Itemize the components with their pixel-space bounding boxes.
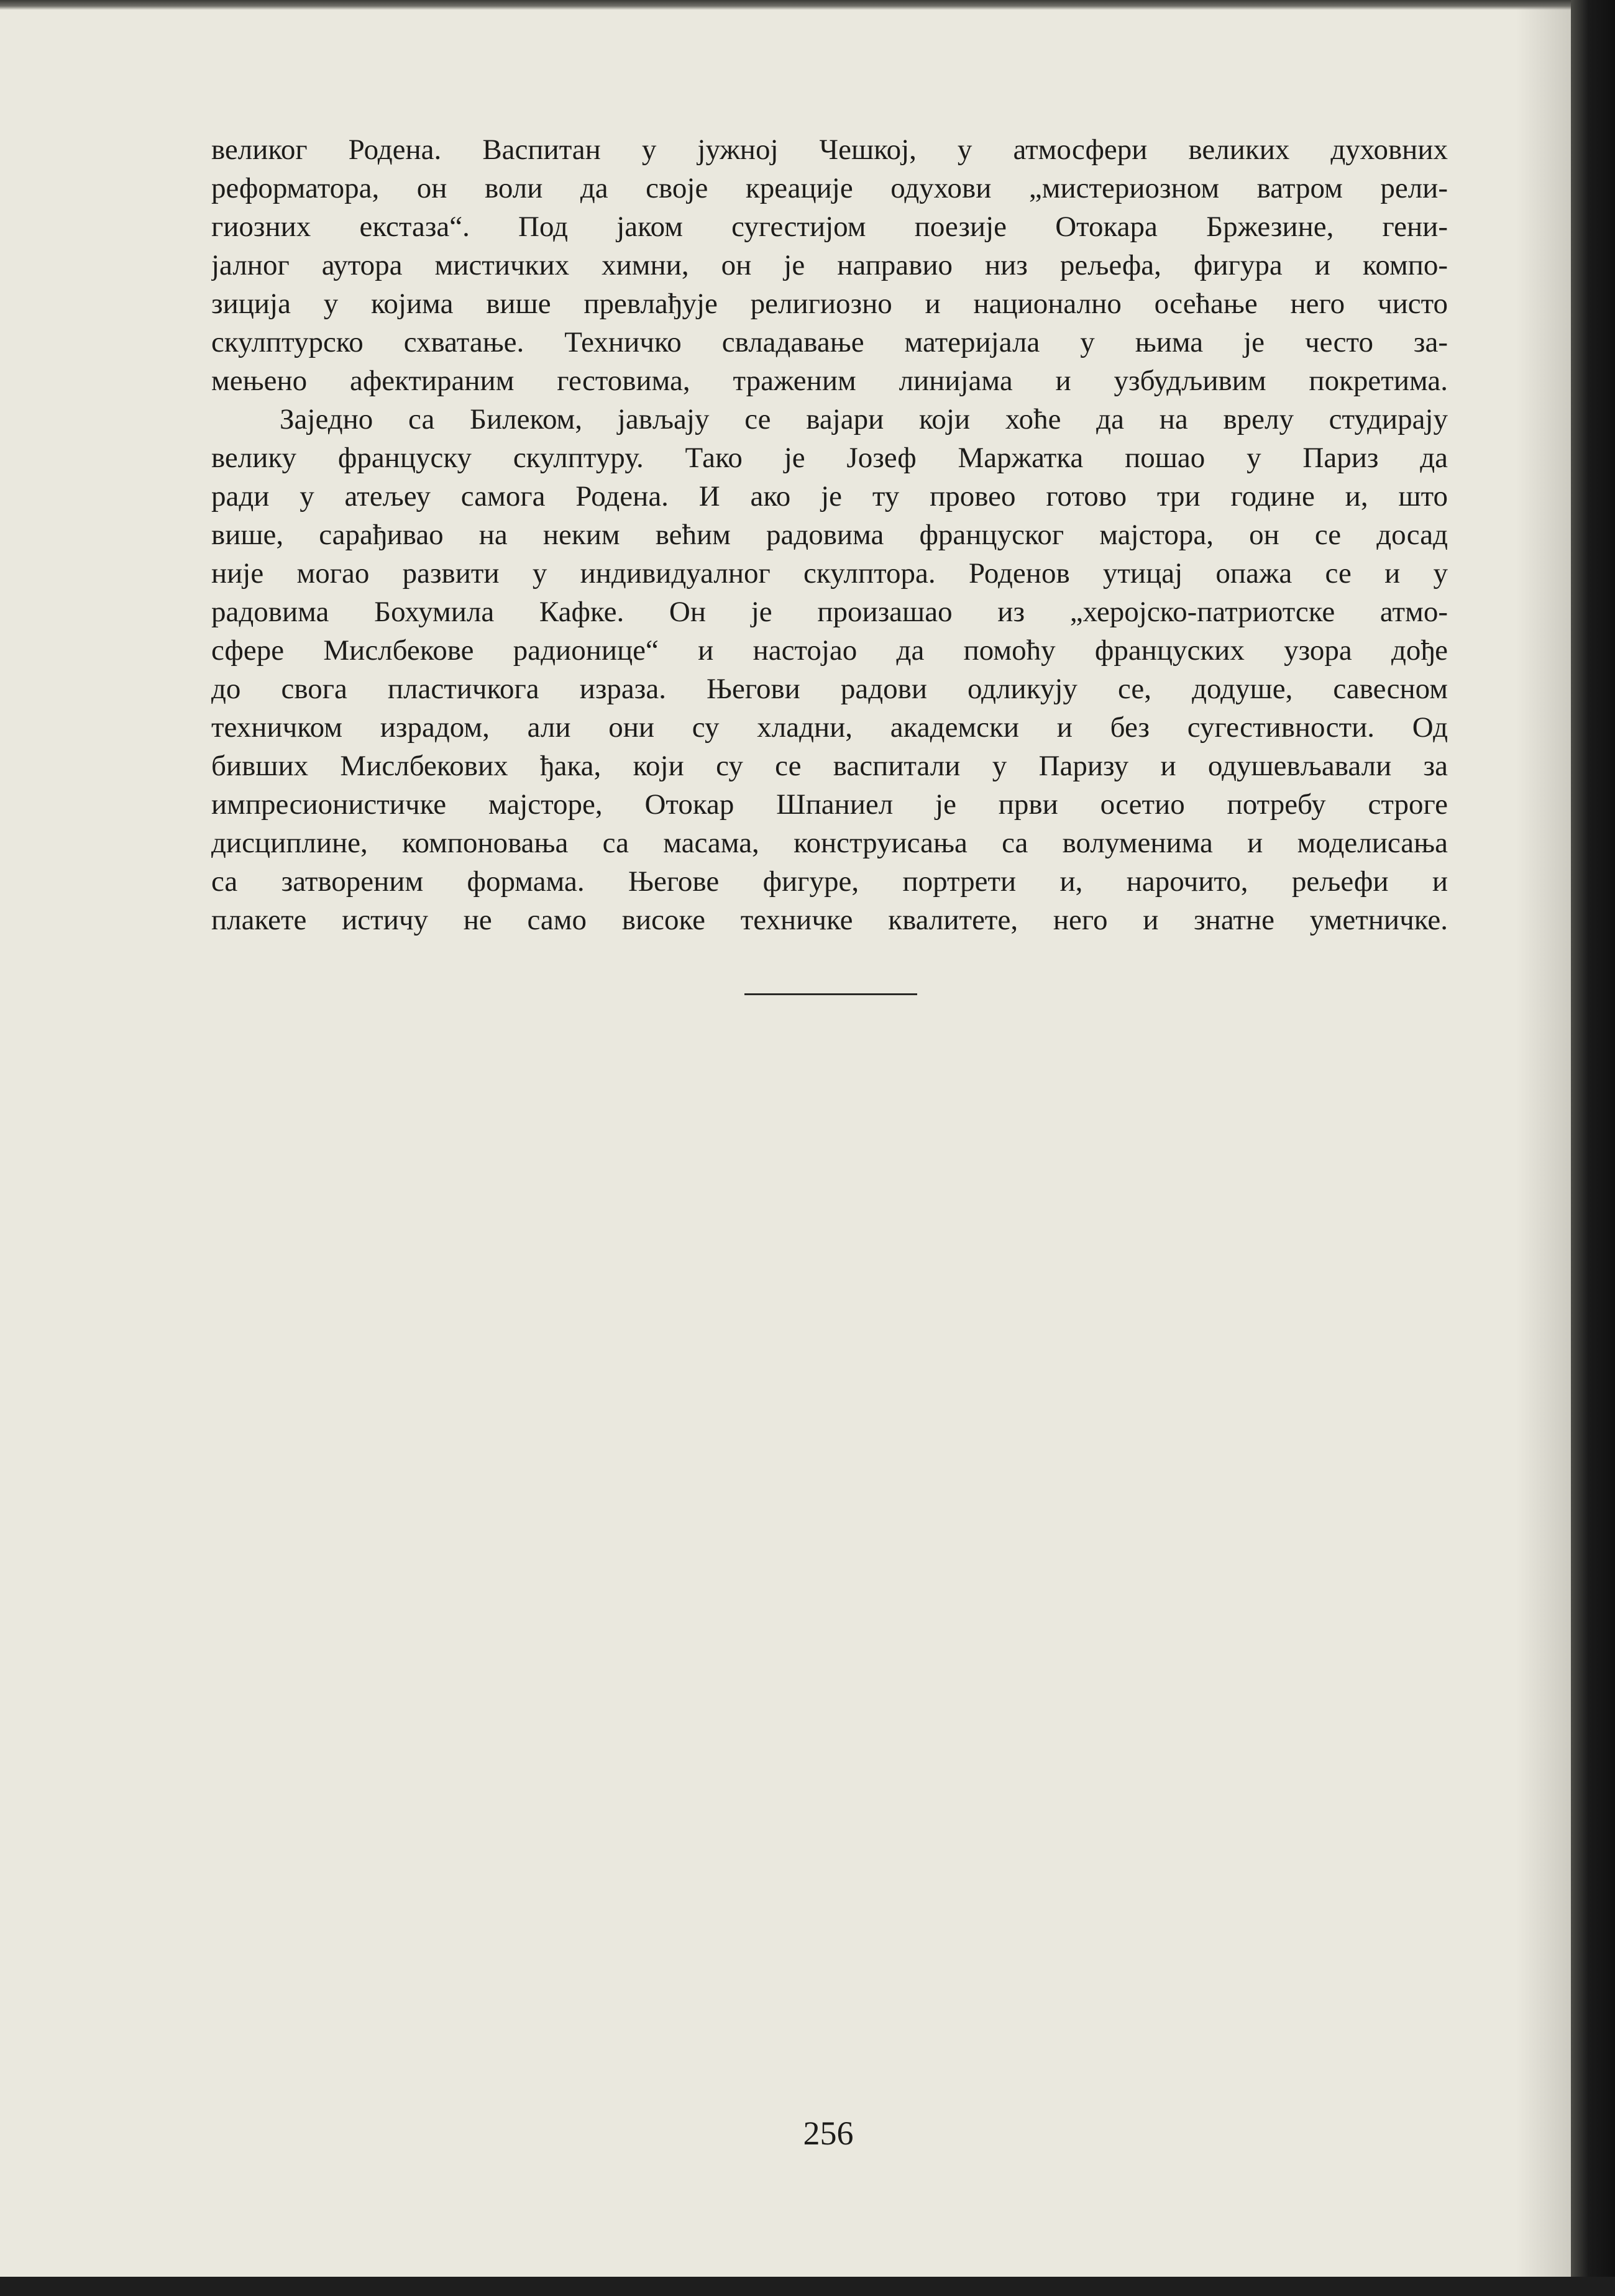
- text-line: бивших Мислбекових ђака, који су се васпитали у Паризу и одушевљавали за: [211, 750, 1448, 782]
- text-line: плакете истичу не само високе техничке квалитете, него и знатне уметничке.: [211, 904, 1448, 936]
- text-line: са затвореним формама. Његове фигуре, портрети и, нарочито, рељефи и: [211, 865, 1448, 898]
- text-line: импресионистичке мајсторе, Отокар Шпаниел је први осетио потребу строге: [211, 788, 1448, 821]
- text-line: радовима Бохумила Кафке. Он је произашао из „херојско-патриотске атмо-: [211, 596, 1448, 628]
- page-top-edge: [0, 0, 1615, 10]
- text-line: зиција у којима више превлађује религиозно и национално осећање него чисто: [211, 288, 1448, 320]
- text-line: сфере Мислбекове радионице“ и настојао да помоћу француских узора дође: [211, 634, 1448, 667]
- page-number: 256: [803, 2115, 854, 2152]
- page-bottom-edge: [0, 2277, 1615, 2296]
- text-line: до свога пластичкога израза. Његови радови одликују се, додуше, савесном: [211, 673, 1448, 705]
- text-line: дисциплине, компоновања са масама, конструисања са волуменима и моделисања: [211, 827, 1448, 859]
- body-text: [211, 130, 1448, 939]
- text-line: реформатора, он воли да своје креације одухови „мистериозном ватром рели-: [211, 172, 1448, 204]
- book-spine: [1571, 0, 1615, 2296]
- text-line: велику француску скулптуру. Тако је Јозеф Маржатка пошао у Париз да: [211, 442, 1448, 474]
- text-line: гиозних екстаза“. Под јаком сугестијом поезије Отокара Бржезине, гени-: [211, 211, 1448, 243]
- text-line: великог Родена. Васпитан у јужној Чешкој, у атмосфери великих духовних: [211, 134, 1448, 166]
- text-line: скулптурско схватање. Техничко свладавање материјала у њима је често за-: [211, 326, 1448, 358]
- paragraph-1: [211, 130, 1448, 400]
- text-line: ради у атељеу самога Родена. И ако је ту провео готово три године и, што: [211, 480, 1448, 512]
- text-line: више, сарађивао на неким већим радовима француског мајстора, он се досад: [211, 519, 1448, 551]
- text-line: мењено афектираним гестовима, траженим линијама и узбудљивим покретима.: [211, 365, 1448, 397]
- paragraph-2: [211, 400, 1448, 939]
- section-divider: [744, 993, 917, 995]
- text-line: није могао развити у индивидуалног скулптора. Роденов утицај опажа се и у: [211, 557, 1448, 590]
- text-line: техничком израдом, али они су хладни, академски и без сугестивности. Од: [211, 711, 1448, 744]
- gutter-shadow: [1516, 0, 1571, 2277]
- text-line: јалног аутора мистичких химни, он је направио низ рељефа, фигура и компо-: [211, 249, 1448, 281]
- text-line: Заједно са Билеком, јављају се вајари који хоће да на врелу студирају: [280, 403, 1448, 435]
